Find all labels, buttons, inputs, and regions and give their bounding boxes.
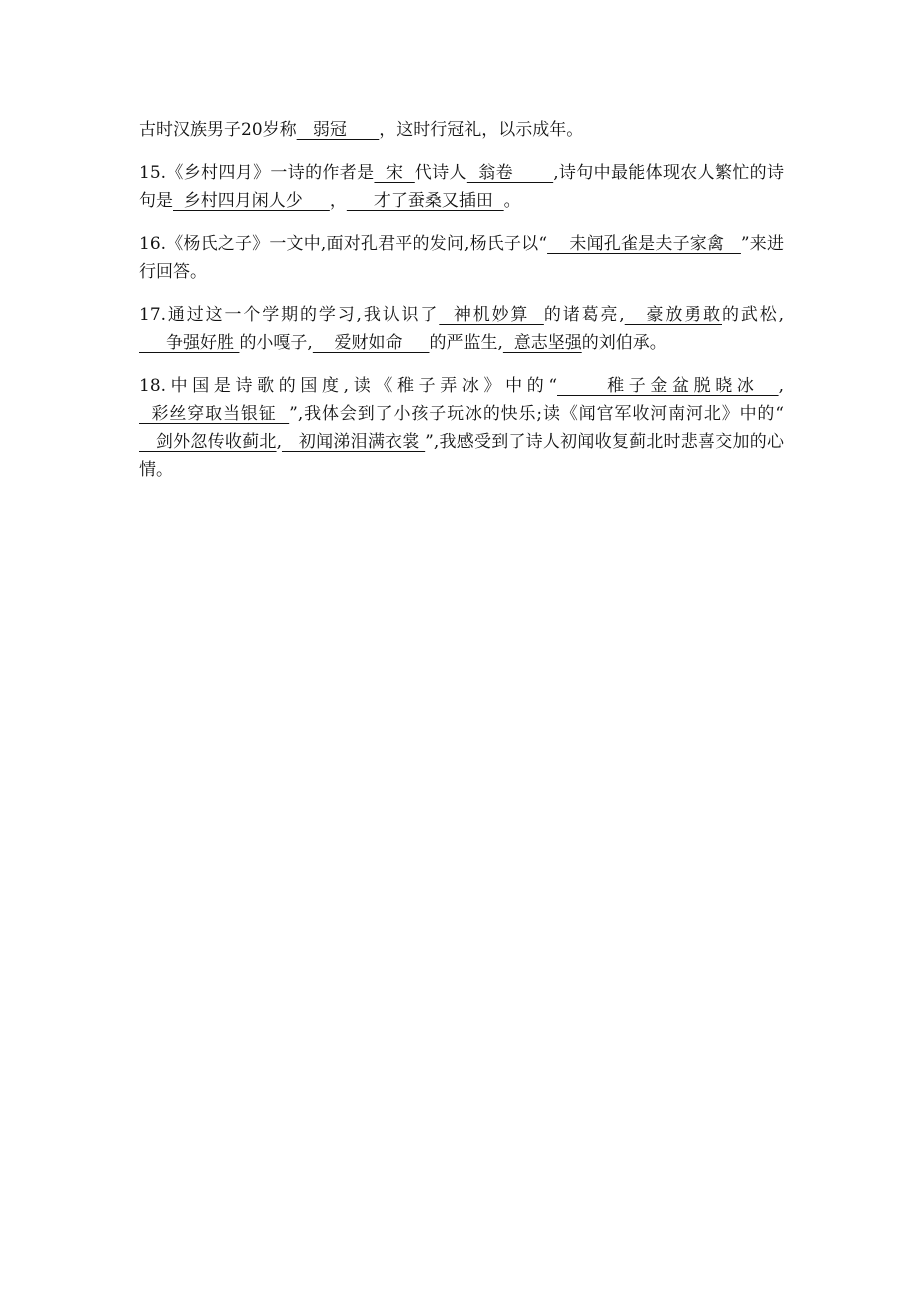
answer-blank: 争强好胜	[139, 333, 240, 353]
answer-blank: 神机妙算	[439, 305, 544, 325]
answer-blank: 弱冠	[296, 120, 380, 140]
text-segment: 的小嘎子,	[239, 333, 313, 353]
text-segment: 的诸葛亮,	[543, 305, 625, 325]
answer-blank: 豪放勇敢	[624, 305, 722, 325]
text-segment: 代诗人	[414, 163, 467, 183]
text-segment: ,	[778, 376, 784, 396]
answer-blank: 翁卷	[466, 163, 554, 183]
text-segment: 的刘伯承。	[581, 333, 667, 353]
item-17	[139, 301, 784, 357]
answer-blank: 未闻孔雀是夫子家禽	[547, 234, 741, 254]
text-segment: ,	[276, 432, 282, 452]
text-segment: ”,我体会到了小孩子玩冰的快乐;读《闻官军收河南河北》中的“	[289, 404, 784, 424]
answer-blank: 才了蚕桑又插田	[346, 191, 504, 211]
item-16	[139, 230, 784, 286]
text-segment: 古时汉族男子20岁称	[139, 120, 297, 140]
text-segment: ，这时行冠礼，以示成年。	[379, 120, 584, 140]
item-coming-of-age	[139, 116, 784, 144]
document-page	[139, 116, 784, 499]
text-segment: 16.《杨氏之子》一文中,面对孔君平的发问,杨氏子以“	[139, 234, 548, 254]
answer-blank: 乡村四月闲人少	[173, 191, 330, 211]
text-segment: ”,我感受到了诗人初闻收复蓟北时悲喜交加的心情。	[139, 432, 784, 480]
answer-blank: 剑外忽传收蓟北	[139, 432, 277, 452]
text-segment: 18.中国是诗歌的国度,读《稚子弄冰》中的“	[139, 376, 558, 396]
text-segment: 17.通过这一个学期的学习,我认识了	[139, 305, 440, 325]
text-segment: 的武松,	[722, 305, 785, 325]
item-15	[139, 159, 784, 215]
answer-blank: 稚子金盆脱晓冰	[557, 376, 779, 396]
answer-blank: 彩丝穿取当银钲	[139, 404, 290, 424]
text-segment: 。	[503, 191, 521, 211]
text-segment: ,诗句中最能体现农人繁忙的诗句是	[139, 163, 785, 211]
text-segment: ，	[329, 191, 347, 211]
answer-blank: 意志坚强	[502, 333, 582, 353]
answer-blank: 宋	[374, 163, 415, 183]
text-segment: ”来进行回答。	[139, 234, 784, 282]
answer-blank: 爱财如命	[312, 333, 430, 353]
item-18	[139, 372, 784, 484]
answer-blank: 初闻涕泪满衣裳	[281, 432, 426, 452]
text-segment: 15.《乡村四月》一诗的作者是	[139, 163, 375, 183]
text-segment: 的严监生,	[429, 333, 503, 353]
